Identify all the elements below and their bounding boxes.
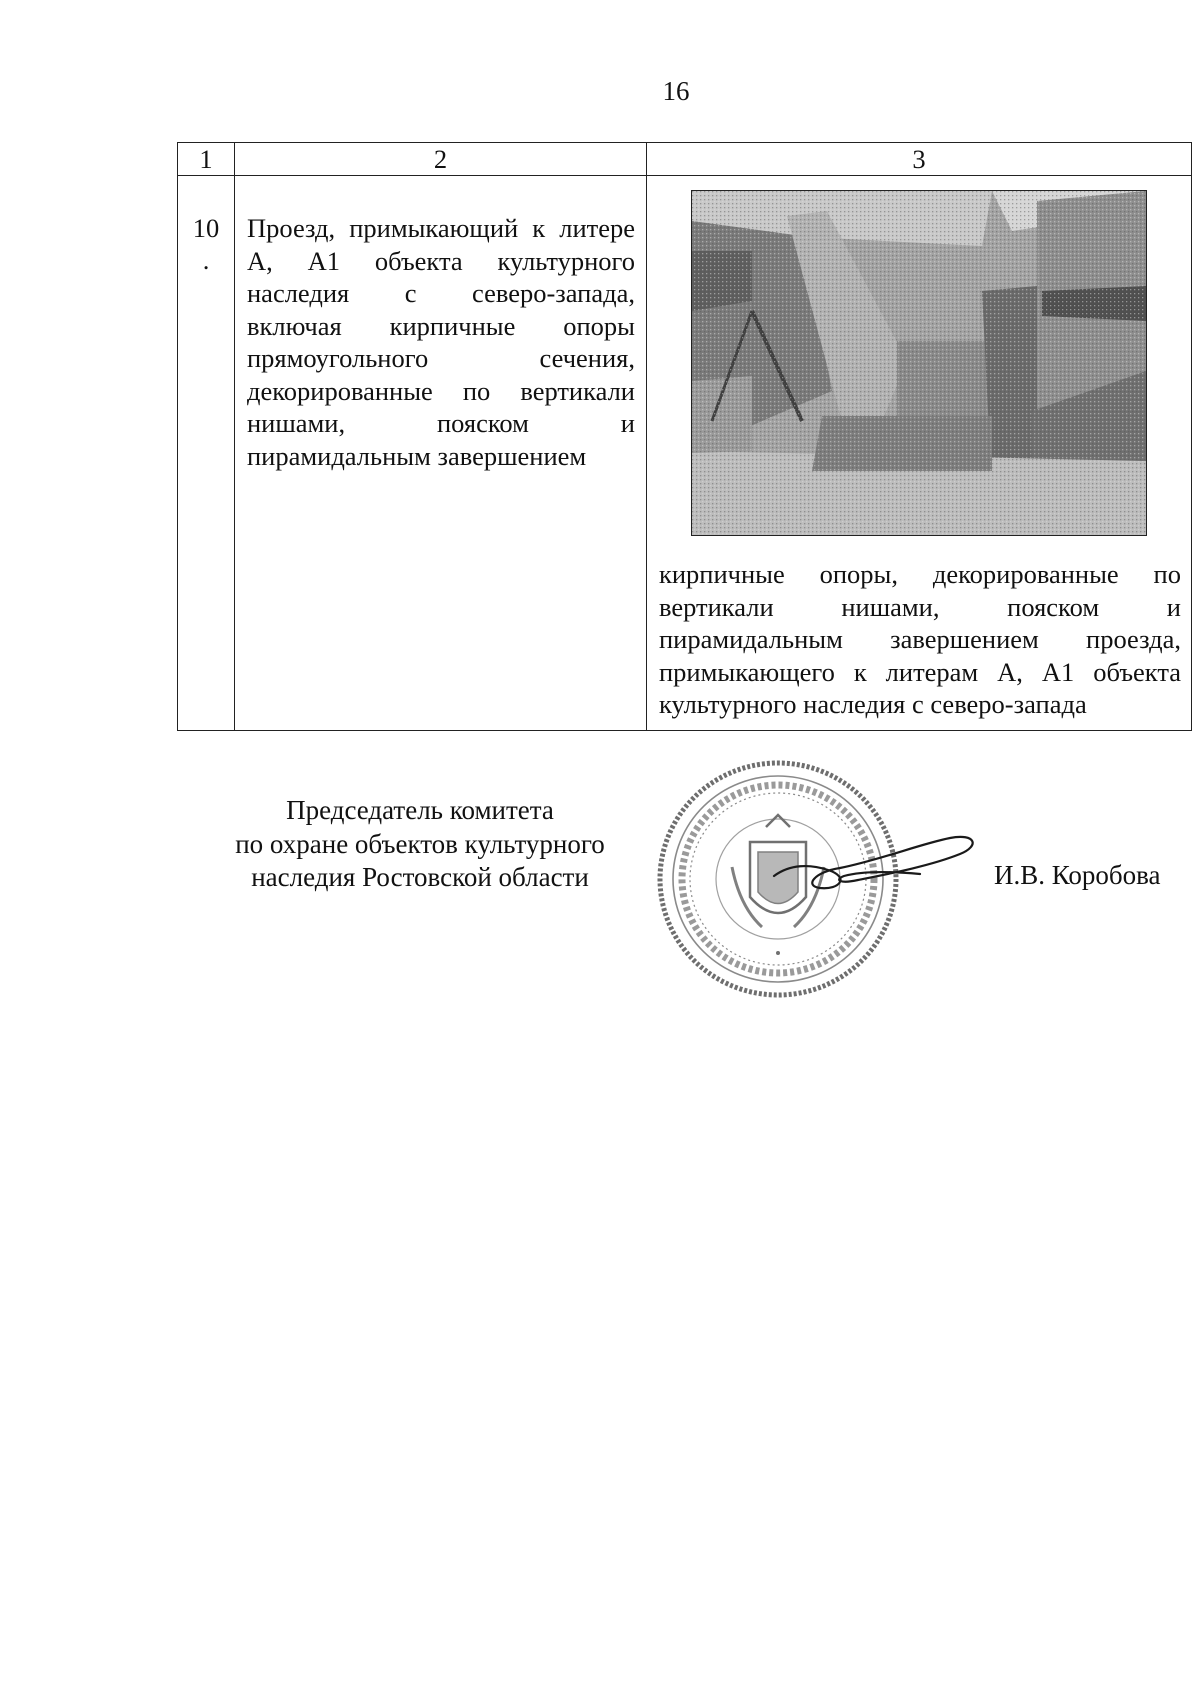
signatory-title-line: Председатель комитета: [286, 795, 554, 825]
photo-caption: кирпичные опоры, декорированные по вертикали нишами, пояском и пирамидальным завершением проезда, примыкающего к литерам А, А1 объекта культурного наследия с северо-запада: [659, 559, 1181, 719]
header-col-3: 3: [647, 143, 1192, 176]
table-header-row: [178, 143, 1192, 176]
handwritten-signature-icon: [770, 830, 980, 910]
signatory-title-line: наследия Ростовской области: [251, 862, 589, 892]
row-number-cell: [178, 176, 235, 731]
courtyard-photo-icon: [691, 190, 1147, 536]
page-number: 16: [662, 76, 690, 106]
signatory-title-line: по охране объектов культурного: [235, 828, 605, 859]
header-col-2: 2: [235, 143, 647, 176]
row-number: 10: [192, 213, 220, 243]
signatory-name: И.В. Коробова: [994, 860, 1161, 890]
row-number-dot: .: [202, 245, 210, 275]
object-description: Проезд, примыкающий к литере А, А1 объекта культурного наследия с северо-запада, включая кирпичные опоры прямоугольного сечения, декорированные по вертикали нишами, пояском и пирамидальным завершением: [235, 176, 647, 731]
header-col-1: 1: [178, 143, 235, 176]
table-row: [178, 176, 1192, 731]
photo-cell: [647, 176, 1192, 731]
heritage-table: [177, 142, 1192, 731]
signatory-title: [200, 794, 640, 895]
